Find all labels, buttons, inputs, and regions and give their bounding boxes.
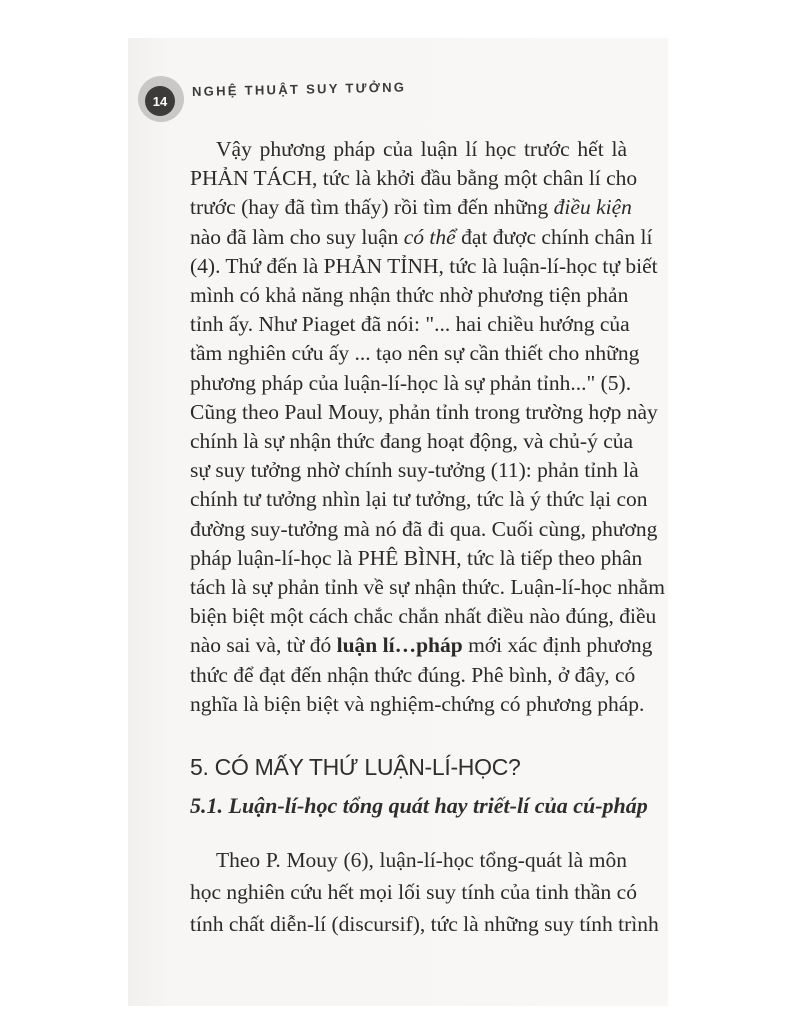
text-segment: Cũng theo Paul Mouy, phản tỉnh trong trường hợp này [190, 399, 658, 424]
text-line [190, 485, 648, 513]
text-segment: Vậy phương pháp của luận lí học trước hết là [216, 137, 627, 161]
text-line [190, 398, 658, 426]
text-line [190, 339, 640, 367]
text-segment: tầm nghiên cứu ấy ... tạo nên sự cần thiết cho những [190, 341, 640, 366]
text-segment: nghĩa là biện biệt và nghiệm-chứng có phương pháp. [190, 691, 645, 716]
text-line [216, 135, 627, 163]
text-segment: tách là sự phản tỉnh về sự nhận thức. Luận-lí-học nhằm [190, 575, 665, 599]
text-segment: đạt được chính chân lí [455, 224, 653, 249]
text-line [190, 310, 630, 338]
text-line [190, 661, 636, 689]
text-line [190, 878, 637, 906]
running-title: NGHỆ THUẬT SUY TƯỞNG [191, 79, 407, 99]
text-segment: trước (hay đã tìm thấy) rồi tìm đến những [190, 195, 554, 220]
text-line [190, 602, 657, 630]
text-segment: chính là sự nhận thức đang hoạt động, và chủ-ý của [190, 429, 634, 453]
text-line [190, 573, 665, 601]
text-line [190, 223, 653, 251]
text-line [190, 456, 639, 484]
text-line [190, 515, 658, 543]
text-segment: sự suy tưởng nhờ chính suy-tưởng (11): phản tỉnh là [190, 458, 639, 483]
text-line [190, 281, 627, 309]
italic-text: có thể [403, 224, 456, 249]
text-segment: Theo P. Mouy (6), luận-lí-học tổng-quát là môn [216, 848, 627, 872]
text-segment: pháp luận-lí-học là PHÊ BÌNH, tức là tiếp theo phân [190, 545, 643, 570]
bold-text: luận lí…pháp [336, 633, 463, 658]
text-segment: chính tư tưởng nhìn lại tư tưởng, tức là ý thức lại con [190, 487, 648, 512]
text-line [190, 544, 643, 572]
text-segment: mới xác định phương [462, 633, 653, 658]
text-line [190, 164, 638, 192]
text-segment: học nghiên cứu hết mọi lối suy tính của tinh thần có [190, 880, 637, 904]
text-line [190, 910, 659, 938]
italic-text: điều kiện [553, 195, 632, 220]
text-segment: tính chất diễn-lí (discursif), tức là những suy tính trình [190, 912, 659, 936]
text-line [190, 369, 632, 397]
text-segment: PHẢN TÁCH, tức là khởi đầu bằng một chân lí cho [190, 166, 638, 191]
text-segment: mình có khả năng nhận thức nhờ phương tiện phản [190, 283, 629, 307]
text-segment: đường suy-tưởng mà nó đã đi qua. Cuối cùng, phương [190, 516, 658, 541]
text-segment: nào sai và, từ đó [190, 633, 337, 658]
text-segment: tỉnh ấy. Như Piaget đã nói: "... hai chiều hướng của [190, 312, 630, 337]
subsection-heading: 5.1. Luận-lí-học tổng quát hay triết-lí của cú-pháp [190, 793, 648, 818]
page-number: 14 [145, 86, 175, 116]
text-line [190, 631, 653, 659]
text-line [216, 846, 627, 874]
text-segment: nào đã làm cho suy luận [190, 224, 404, 249]
text-segment: thức để đạt đến nhận thức đúng. Phê bình, ở đây, có [190, 662, 636, 687]
text-segment: (4). Thứ đến là PHẢN TỈNH, tức là luận-lí-học tự biết [190, 253, 658, 278]
section-heading: 5. CÓ MẤY THỨ LUẬN-LÍ-HỌC? [190, 754, 521, 780]
text-segment: biện biệt một cách chắc chắn nhất điều nào đúng, điều [190, 604, 657, 629]
text-line [190, 427, 634, 455]
text-line [190, 252, 658, 280]
text-line [190, 193, 632, 221]
text-segment: phương pháp của luận-lí-học là sự phản tỉnh..." (5). [190, 370, 632, 395]
text-line [190, 690, 645, 718]
